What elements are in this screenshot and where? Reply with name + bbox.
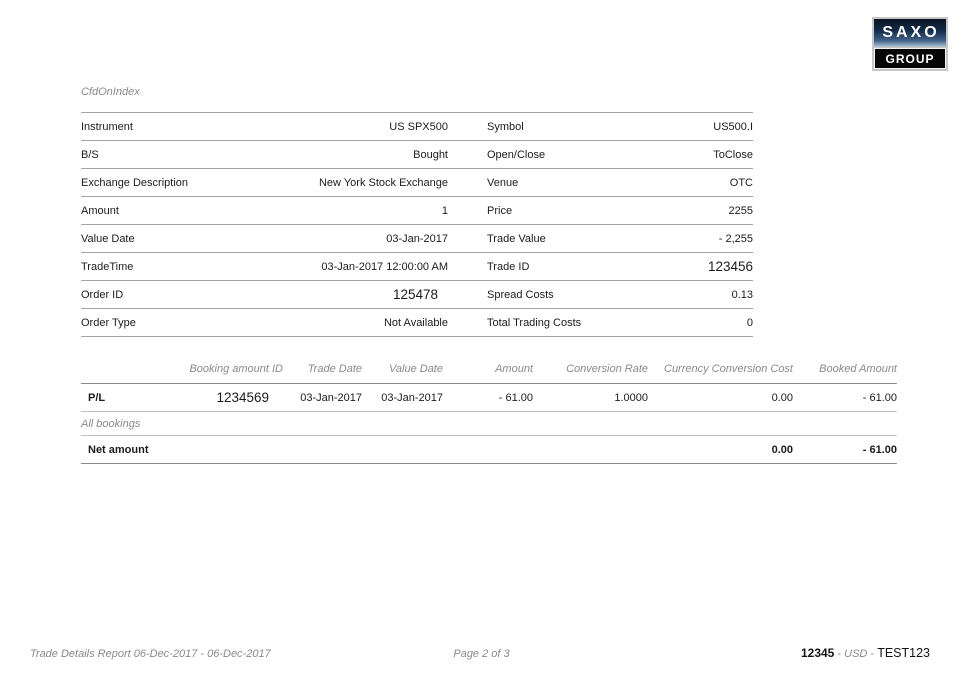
section-title: CfdOnIndex — [81, 86, 140, 98]
column-header: Booking amount ID — [189, 363, 283, 375]
field-label: Open/Close — [487, 148, 546, 161]
bookings-header-row — [81, 355, 897, 384]
field-value: Bought — [413, 148, 448, 161]
table-row — [81, 141, 753, 169]
field-value: New York Stock Exchange — [318, 176, 448, 189]
table-row — [81, 225, 753, 253]
table-row — [81, 309, 753, 337]
field-value: - 2,255 — [718, 232, 753, 245]
column-header: Currency Conversion Cost — [664, 363, 793, 375]
column-header: Conversion Rate — [566, 363, 648, 375]
separator-dash: - — [870, 648, 875, 660]
footer-report-title: Trade Details Report 06-Dec-2017 - 06-Dec-2017 — [30, 648, 271, 660]
account-currency: USD — [844, 648, 868, 660]
saxo-group-logo — [872, 17, 948, 71]
order-id-value: 125478 — [392, 287, 438, 302]
table-row — [81, 281, 753, 309]
logo-group-text: GROUP — [874, 48, 946, 69]
field-label: Price — [487, 204, 513, 217]
footer-page-indicator: Page 2 of 3 — [453, 648, 510, 660]
column-header: Value Date — [388, 363, 443, 375]
currency-conversion-cost: 0.00 — [771, 391, 793, 404]
field-value: US SPX500 — [389, 120, 448, 133]
field-label: Trade ID — [487, 260, 530, 273]
trade-details-table — [81, 112, 753, 337]
field-label: Trade Value — [487, 232, 546, 245]
field-label: Venue — [487, 176, 519, 189]
amount: - 61.00 — [498, 391, 533, 404]
all-bookings-label: All bookings — [81, 417, 141, 430]
field-label: Order Type — [81, 316, 136, 329]
net-amount-label: Net amount — [88, 443, 149, 456]
logo-saxo-text: SAXO — [874, 19, 946, 47]
bookings-table — [81, 355, 897, 464]
field-label: Symbol — [487, 120, 524, 133]
net-booked-amount: - 61.00 — [862, 443, 897, 456]
field-label: Spread Costs — [487, 288, 554, 301]
field-value: OTC — [729, 176, 753, 189]
field-label: Instrument — [81, 120, 133, 133]
value-date: 03-Jan-2017 — [381, 391, 443, 404]
field-label: Total Trading Costs — [487, 316, 582, 329]
row-label: P/L — [88, 391, 106, 404]
conversion-rate: 1.0000 — [614, 391, 648, 404]
field-label: Amount — [81, 204, 119, 217]
net-amount-row — [81, 436, 897, 464]
table-row — [81, 169, 753, 197]
field-value: 0 — [746, 316, 753, 329]
booked-amount: - 61.00 — [862, 391, 897, 404]
trade-id-value: 123456 — [707, 259, 753, 274]
field-value: 03-Jan-2017 12:00:00 AM — [321, 260, 448, 273]
field-value: Not Available — [383, 316, 448, 329]
field-value: 0.13 — [731, 288, 753, 301]
account-id: 12345 — [800, 646, 835, 660]
field-value: ToClose — [713, 148, 753, 161]
field-label: Exchange Description — [81, 176, 189, 189]
field-label: B/S — [81, 148, 99, 161]
all-bookings-row — [81, 412, 897, 436]
trade-date: 03-Jan-2017 — [300, 391, 362, 404]
field-label: Order ID — [81, 288, 124, 301]
column-header: Booked Amount — [819, 363, 897, 375]
table-row — [81, 113, 753, 141]
field-value: 03-Jan-2017 — [386, 232, 448, 245]
account-name: TEST123 — [877, 646, 930, 660]
net-currency-conversion-cost: 0.00 — [771, 443, 793, 456]
column-header: Amount — [495, 363, 533, 375]
table-row — [81, 197, 753, 225]
field-value: US500.I — [713, 120, 753, 133]
separator-dash: - — [837, 648, 842, 660]
field-label: Value Date — [81, 232, 135, 245]
field-label: TradeTime — [81, 260, 134, 273]
column-header: Trade Date — [307, 363, 362, 375]
table-row — [81, 253, 753, 281]
field-value: 2255 — [728, 204, 753, 217]
footer-account-info — [801, 646, 930, 660]
booking-row-pl — [81, 384, 897, 412]
field-value: 1 — [441, 204, 448, 217]
booking-amount-id: 1234569 — [216, 390, 269, 405]
